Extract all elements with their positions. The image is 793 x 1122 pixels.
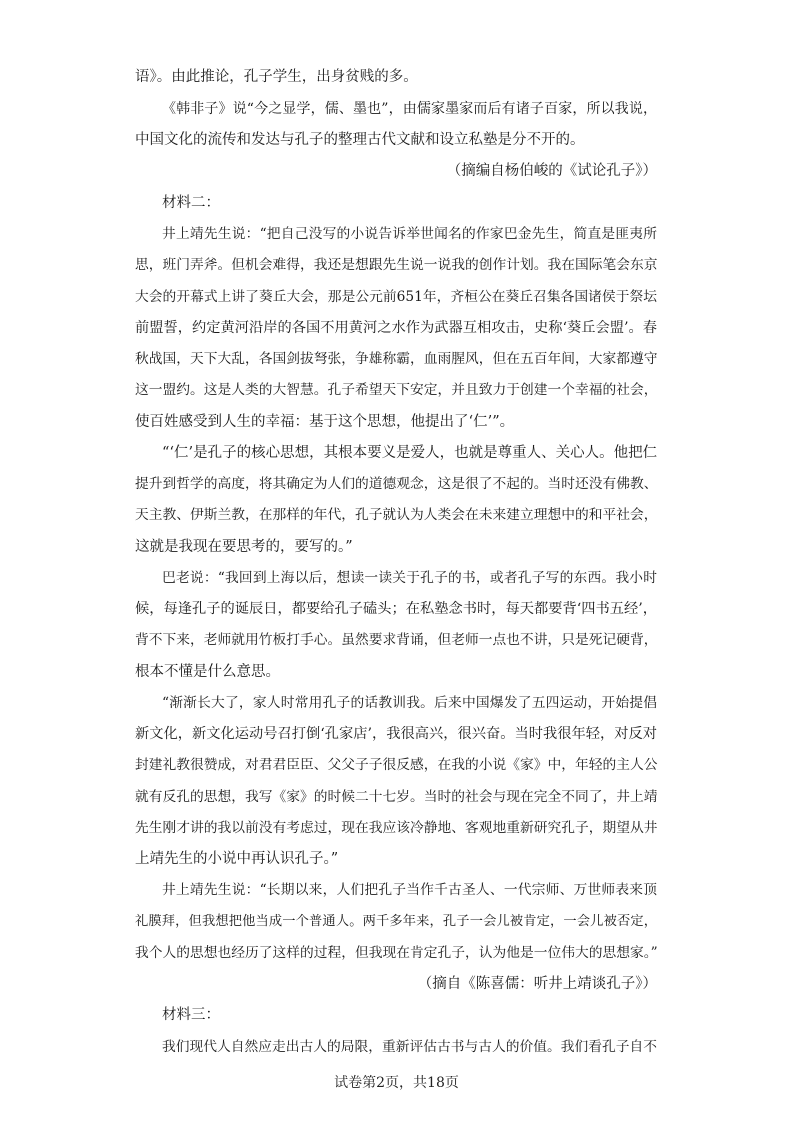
text-line: “渐渐长大了，家人时常用孔子的话教训我。后来中国爆发了五四运动，开始提倡 (162, 695, 657, 711)
text-line: 《韩非子》说“今之显学，儒、墨也”，由儒家墨家而后有诸子百家，所以我说， (162, 101, 657, 117)
text-line: 秋战国，天下大乱，各国剑拔弩张，争雄称霸，血雨腥风，但在五百年间，大家都遵守 (135, 351, 658, 367)
text-line: 中国文化的流传和发达与孔子的整理古代文献和设立私塾是分不开的。 (135, 132, 585, 148)
text-line: 候，每逢孔子的诞辰日，都要给孔子磕头；在私塾念书时，每天都要背‘四书五经’， (135, 601, 658, 617)
text-line: 天主教、伊斯兰教，在那样的年代，孔子就认为人类会在未来建立理想中的和平社会， (135, 507, 658, 523)
text-line: 提升到哲学的高度，将其确定为人们的道德观念，这是很了不起的。当时还没有佛教、 (135, 476, 658, 492)
text-line: “‘仁’是孔子的核心思想，其根本要义是爱人，也就是尊重人、关心人。他把仁 (162, 445, 658, 461)
text-line: 我们现代人自然应走出古人的局限，重新评估古书与古人的价值。我们看孔子自不 (162, 1039, 658, 1055)
text-line: 前盟誓，约定黄河沿岸的各国不用黄河之水作为武器互相攻击，史称‘葵丘会盟’。春 (135, 320, 658, 336)
text-line: 这就是我现在要思考的，要写的。” (135, 539, 353, 555)
text-line: 井上靖先生说：“长期以来，人们把孔子当作千古圣人、一代宗师、万世师表来顶 (162, 882, 657, 898)
section-heading: 材料三： (162, 1007, 220, 1023)
text-line: 礼膜拜，但我想把他当成一个普通人。两千多年来，孔子一会儿被肯定，一会儿被否定， (135, 914, 657, 929)
text-line: 语》。由此推论，孔子学生，出身贫贱的多。 (135, 69, 418, 85)
text-line: 上靖先生的小说中再认识孔子。” (135, 851, 339, 867)
text-line: 我个人的思想也经历了这样的过程，但我现在肯定孔子，认为他是一位伟大的思想家。” (135, 945, 658, 961)
text-line: 先生刚才讲的我以前没有考虑过，现在我应该冷静地、客观地重新研究孔子，期望从井 (135, 820, 658, 836)
text-line: 背不下来，老师就用竹板打手心。虽然要求背诵，但老师一点也不讲，只是死记硬背， (135, 632, 658, 648)
source-citation: （摘自《陈喜儒：听井上靖谈孔子》） (417, 976, 657, 992)
text-line: 封建礼教很赞成，对君君臣臣、父父子子很反感，在我的小说《家》中，年轻的主人公 (135, 757, 658, 773)
text-line: 思，班门弄斧。但机会难得，我还是想跟先生说一说我的创作计划。我在国际笔会东京 (135, 257, 658, 273)
section-heading: 材料二： (162, 195, 220, 211)
source-citation: （摘编自杨伯峻的《试论孔子》） (446, 163, 657, 179)
text-line: 根本不懂是什么意思。 (135, 664, 280, 680)
text-line: 井上靖先生说：“把自己没写的小说告诉举世闻名的作家巴金先生，简直是匪夷所 (162, 226, 657, 242)
text-line: 就有反孔的思想，我写《家》的时候二十七岁。当时的社会与现在完全不同了，井上靖 (135, 789, 658, 805)
page-footer: 试卷第2页，共18页 (334, 1075, 459, 1091)
text-line: 新文化，新文化运动号召打倒‘孔家店’，我很高兴，很兴奋。当时我很年轻，对反对 (135, 726, 658, 742)
text-line: 使百姓感受到人生的幸福：基于这个思想，他提出了‘仁’”。 (135, 414, 515, 430)
text-line: 这一盟约。这是人类的大智慧。孔子希望天下安定，并且致力于创建一个幸福的社会， (135, 382, 658, 398)
text-line: 巴老说：“我回到上海以后，想读一读关于孔子的书，或者孔子写的东西。我小时 (162, 570, 657, 586)
text-line: 大会的开幕式上讲了葵丘大会，那是公元前651年，齐桓公在葵丘召集各国诸侯于祭坛 (135, 289, 657, 305)
